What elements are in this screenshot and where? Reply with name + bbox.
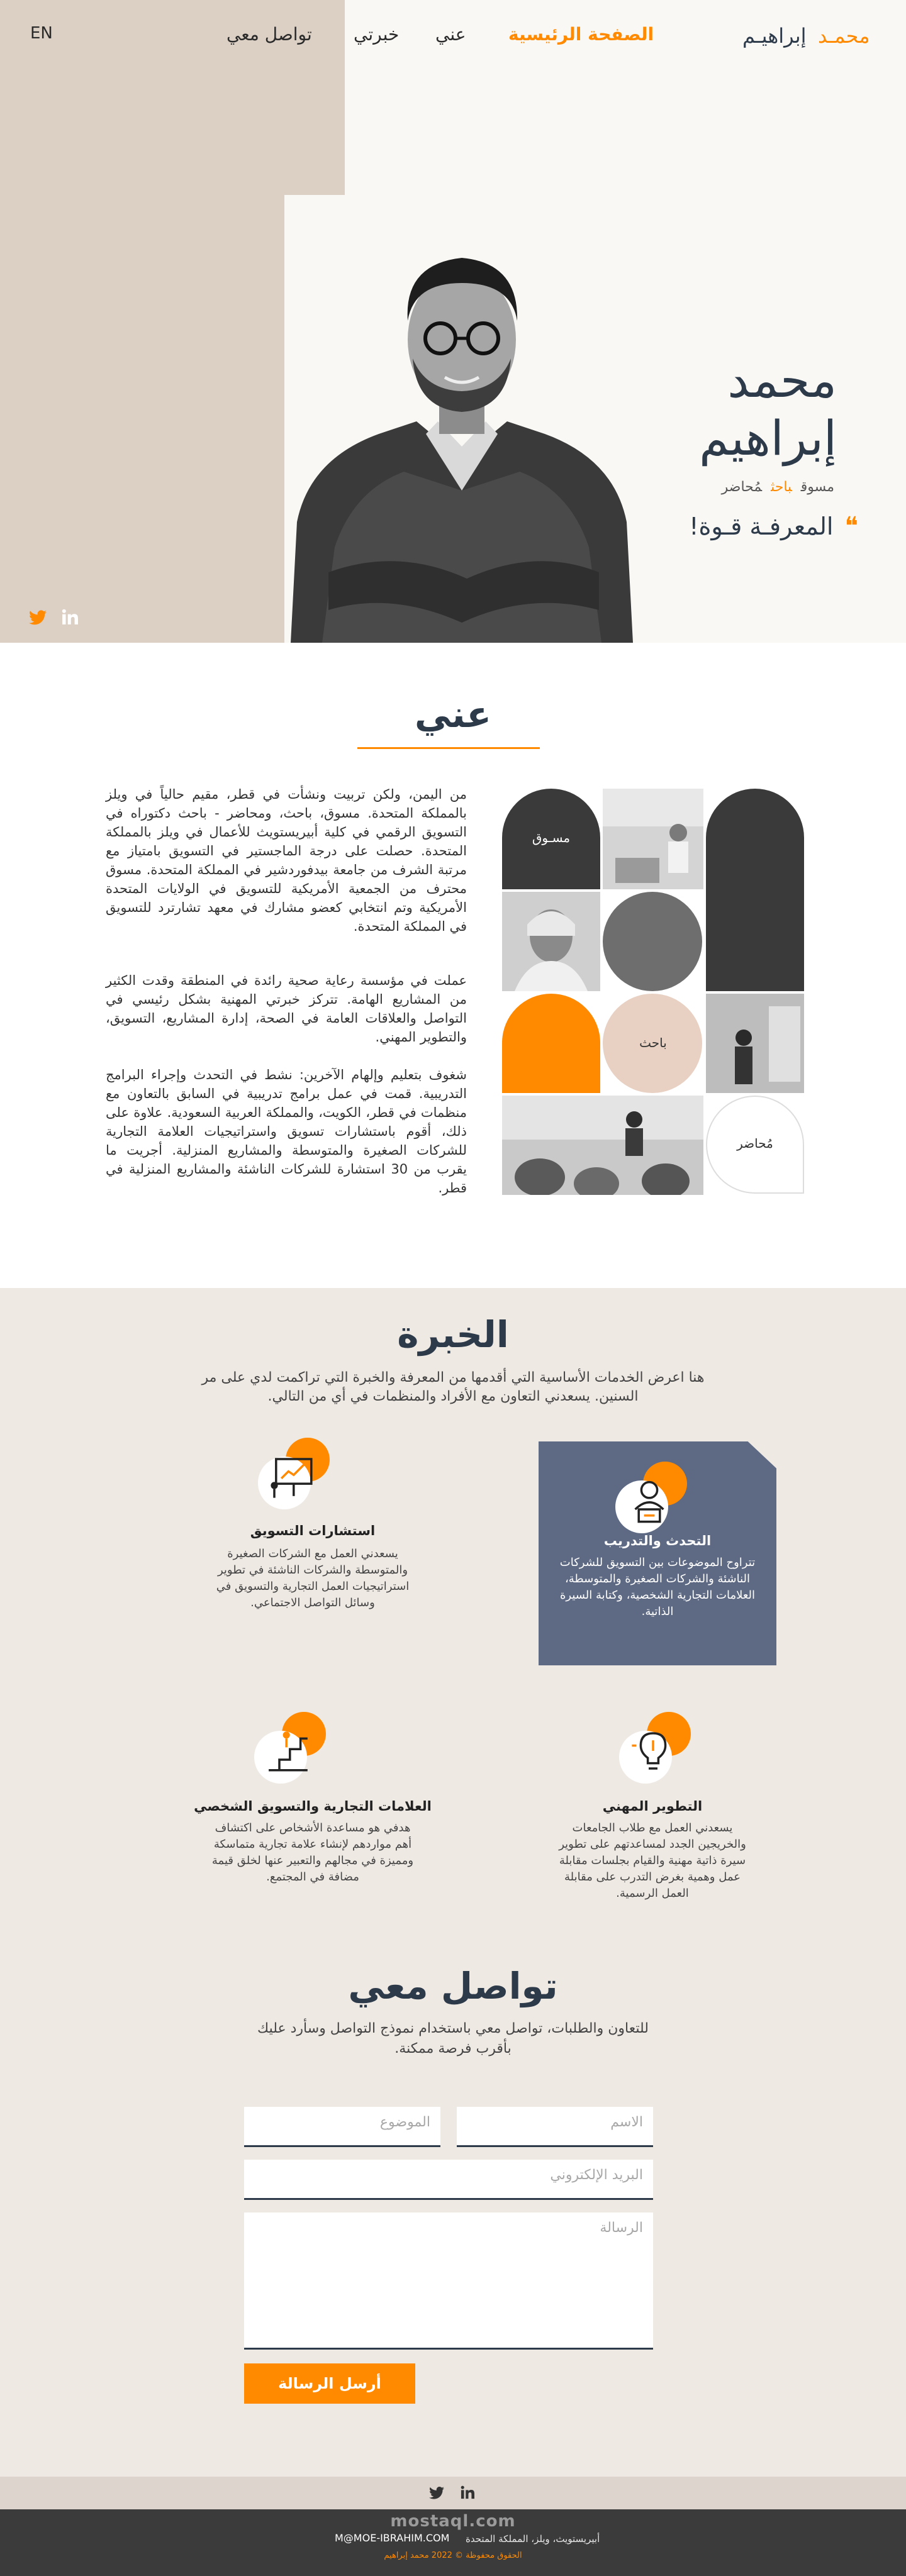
linkedin-icon[interactable] (62, 609, 78, 625)
footer-social-strip (0, 2477, 906, 2509)
tile-photo-lecture (502, 1096, 703, 1195)
hero-quote (689, 512, 858, 541)
hero-roles (713, 479, 834, 495)
message-field[interactable] (244, 2212, 653, 2350)
hero-portrait-photo (284, 195, 639, 643)
service-title-branding: العلامات التجارية والتسويق الشخصي (194, 1799, 432, 1814)
tile-photo-portrait (502, 892, 600, 991)
tile-photo-meeting (603, 789, 703, 889)
service-text-consulting: يسعدني العمل مع الشركات الصغيرة والمتوسطة والشركات الناشئة في تطوير استراتيجيات العمل التجارية والتسويق في وسائل التواصل الاجتماعي. (216, 1547, 410, 1609)
service-title-speaking: التحدث والتدريب (603, 1533, 712, 1548)
role-marketer: مسوق (800, 479, 834, 495)
send-message-button[interactable]: أرسل الرسالة (244, 2363, 415, 2404)
service-text-development: يسعدني العمل مع طلاب الجامعات والخريجين الجدد لمساعدتهم على تطوير سيرة ذاتية مهنية والقيام بجلسات مقابلة عمل وهمية بغرض التدرب على مقابلة العمل الرسمية. (559, 1821, 746, 1900)
about-title-underline (357, 747, 540, 749)
quote-mark-icon: ❝ (844, 512, 858, 541)
name-placeholder: الاسم (610, 2114, 643, 2130)
service-text-speaking: تتراوح الموضوعات بين التسويق للشركات الناشئة والشركات الصغيرة والمتوسطة، العلامات التجارية الشخصية، وكتابة السيرة الذاتية. (559, 1556, 756, 1618)
email-placeholder: البريد الإلكتروني (550, 2167, 643, 2183)
experience-section (0, 1288, 906, 1948)
logo-last-name[interactable]: إبراهيـم (742, 24, 807, 48)
footer (0, 2477, 906, 2576)
tile-researcher: باحث (603, 994, 703, 1093)
experience-title: الخبرة (397, 1313, 509, 1356)
experience-intro: هنا اعرض الخدمات الأساسية التي أقدمها من المعرفة والخبرة التي تراكمت لدي على مر السنين. يسعدني التعاون مع الأفراد والمنظمات في أي من التالي. (201, 1370, 705, 1404)
growth-stairs-icon (262, 1724, 315, 1777)
speaker-icon (623, 1474, 676, 1527)
nav-home[interactable]: الصفحة الرئيسية (508, 24, 654, 45)
footer-linkedin-icon[interactable] (461, 2485, 474, 2499)
tile-gray-circle (603, 892, 703, 991)
watermark-text: mostaql.com (390, 2512, 516, 2531)
subject-field[interactable] (244, 2107, 440, 2147)
about-paragraph-3: شغوف بتعليم وإلهام الآخرين: نشط في التحدث وإجراء البرامج التدريبية. قمت في عمل برامج تدريبية في السابق بالتعاون مع منظمات في قطر، الكويت، والمملكة العربية السعودية. علاوة على ذلك، أقوم باستشارات تسويق واستراتيجيات العلامة التجارية للشركات الصغيرة والمتوسطة والمشاريع المنزلية. أجريت ما يقرب من 30 استشارة للشركات الناشئة والمشاريع المنزلية في قطر. (106, 1067, 467, 1196)
service-text-branding: هدفي هو مساعدة الأشخاص على اكتشاف أهم مواردهم لإنشاء علامة تجارية متماسكة ومميزة في مجالهم والتعبير عنها لخلق قيمة مضافة في المجتمع. (211, 1821, 414, 1884)
hero-section (0, 0, 906, 643)
about-title: عني (415, 693, 491, 736)
name-field[interactable] (457, 2107, 653, 2147)
subject-placeholder: الموضوع (379, 2114, 430, 2130)
language-switch[interactable]: EN (30, 24, 53, 43)
tile-dark-arch (706, 789, 804, 991)
message-placeholder: الرسالة (600, 2220, 643, 2236)
about-paragraph-2: عملت في مؤسسة رعاية صحية رائدة في المنطقة وقدت الكثير من المشاريع الهامة. تتركز خبرتي المهنية بشكل رئيسي في التواصل والعلاقات العامة في الصحة، إدارة المشاريع، التسويق، والتطوير المهني. (106, 973, 467, 1045)
about-section (0, 643, 906, 1288)
logo-first-name[interactable]: محمـد (818, 24, 870, 48)
lightbulb-icon (627, 1724, 680, 1777)
nav-experience[interactable]: خبرتي (354, 24, 400, 45)
tile-photo-talk (706, 994, 804, 1093)
presentation-icon (266, 1450, 318, 1503)
hero-last-name: إبراهيم (699, 410, 837, 466)
hero-quote-text: المعرفـة قـوة! (689, 513, 834, 540)
about-paragraph-1: من اليمن، ولكن تربيت ونشأت في قطر، مقيم حالياً في ويلز بالمملكة المتحدة. مسوق، باحث، ومحاضر - باحث دكتوراه في التسويق الرقمي في كلية أبيريستويث للأعمال في ويلز بالمملكة المتحدة. حصلت على درجة الماجستير في التسويق بامتياز مع مرتبة الشرف من جامعة بيدفوردشير في المملكة المتحدة. مسوق محترف من الجمعية الأمريكية للتسويق في الولايات المتحدة الأمريكية وتم انتخابي كعضو مشارك في معهد تشارترد للتسويق في المملكة المتحدة. (106, 787, 467, 934)
role-lecturer: مُحاضر (721, 479, 763, 495)
footer-location: أبيريستويث، ويلز، المملكة المتحدة (466, 2533, 600, 2545)
email-field[interactable] (244, 2160, 653, 2200)
nav-contact[interactable]: تواصل معي (226, 24, 312, 45)
tile-lecturer: مُحاضر (706, 1096, 804, 1194)
footer-email-link[interactable]: M@MOE-IBRAHIM.COM (335, 2532, 450, 2544)
tile-orange-arch (502, 994, 600, 1093)
footer-twitter-icon[interactable] (429, 2487, 444, 2499)
service-title-consulting: استشارات التسويق (250, 1523, 376, 1538)
contact-intro: للتعاون والطلبات، تواصل معي باستخدام نموذج التواصل وسأرد عليك بأقرب فرصة ممكنة. (257, 2021, 649, 2057)
contact-title: تواصل معي (348, 1965, 558, 2007)
hero-first-name: محمد (727, 352, 837, 408)
service-title-development: التطوير المهني (602, 1799, 703, 1814)
role-researcher: باحث (771, 479, 792, 495)
twitter-icon[interactable] (29, 610, 47, 625)
footer-copyright: الحقوق محفوظة © 2022 محمد إبراهيم (384, 2551, 522, 2560)
nav-about[interactable]: عني (435, 24, 466, 45)
tile-marketer: مسـوق (502, 789, 600, 889)
contact-section (0, 1948, 906, 2477)
